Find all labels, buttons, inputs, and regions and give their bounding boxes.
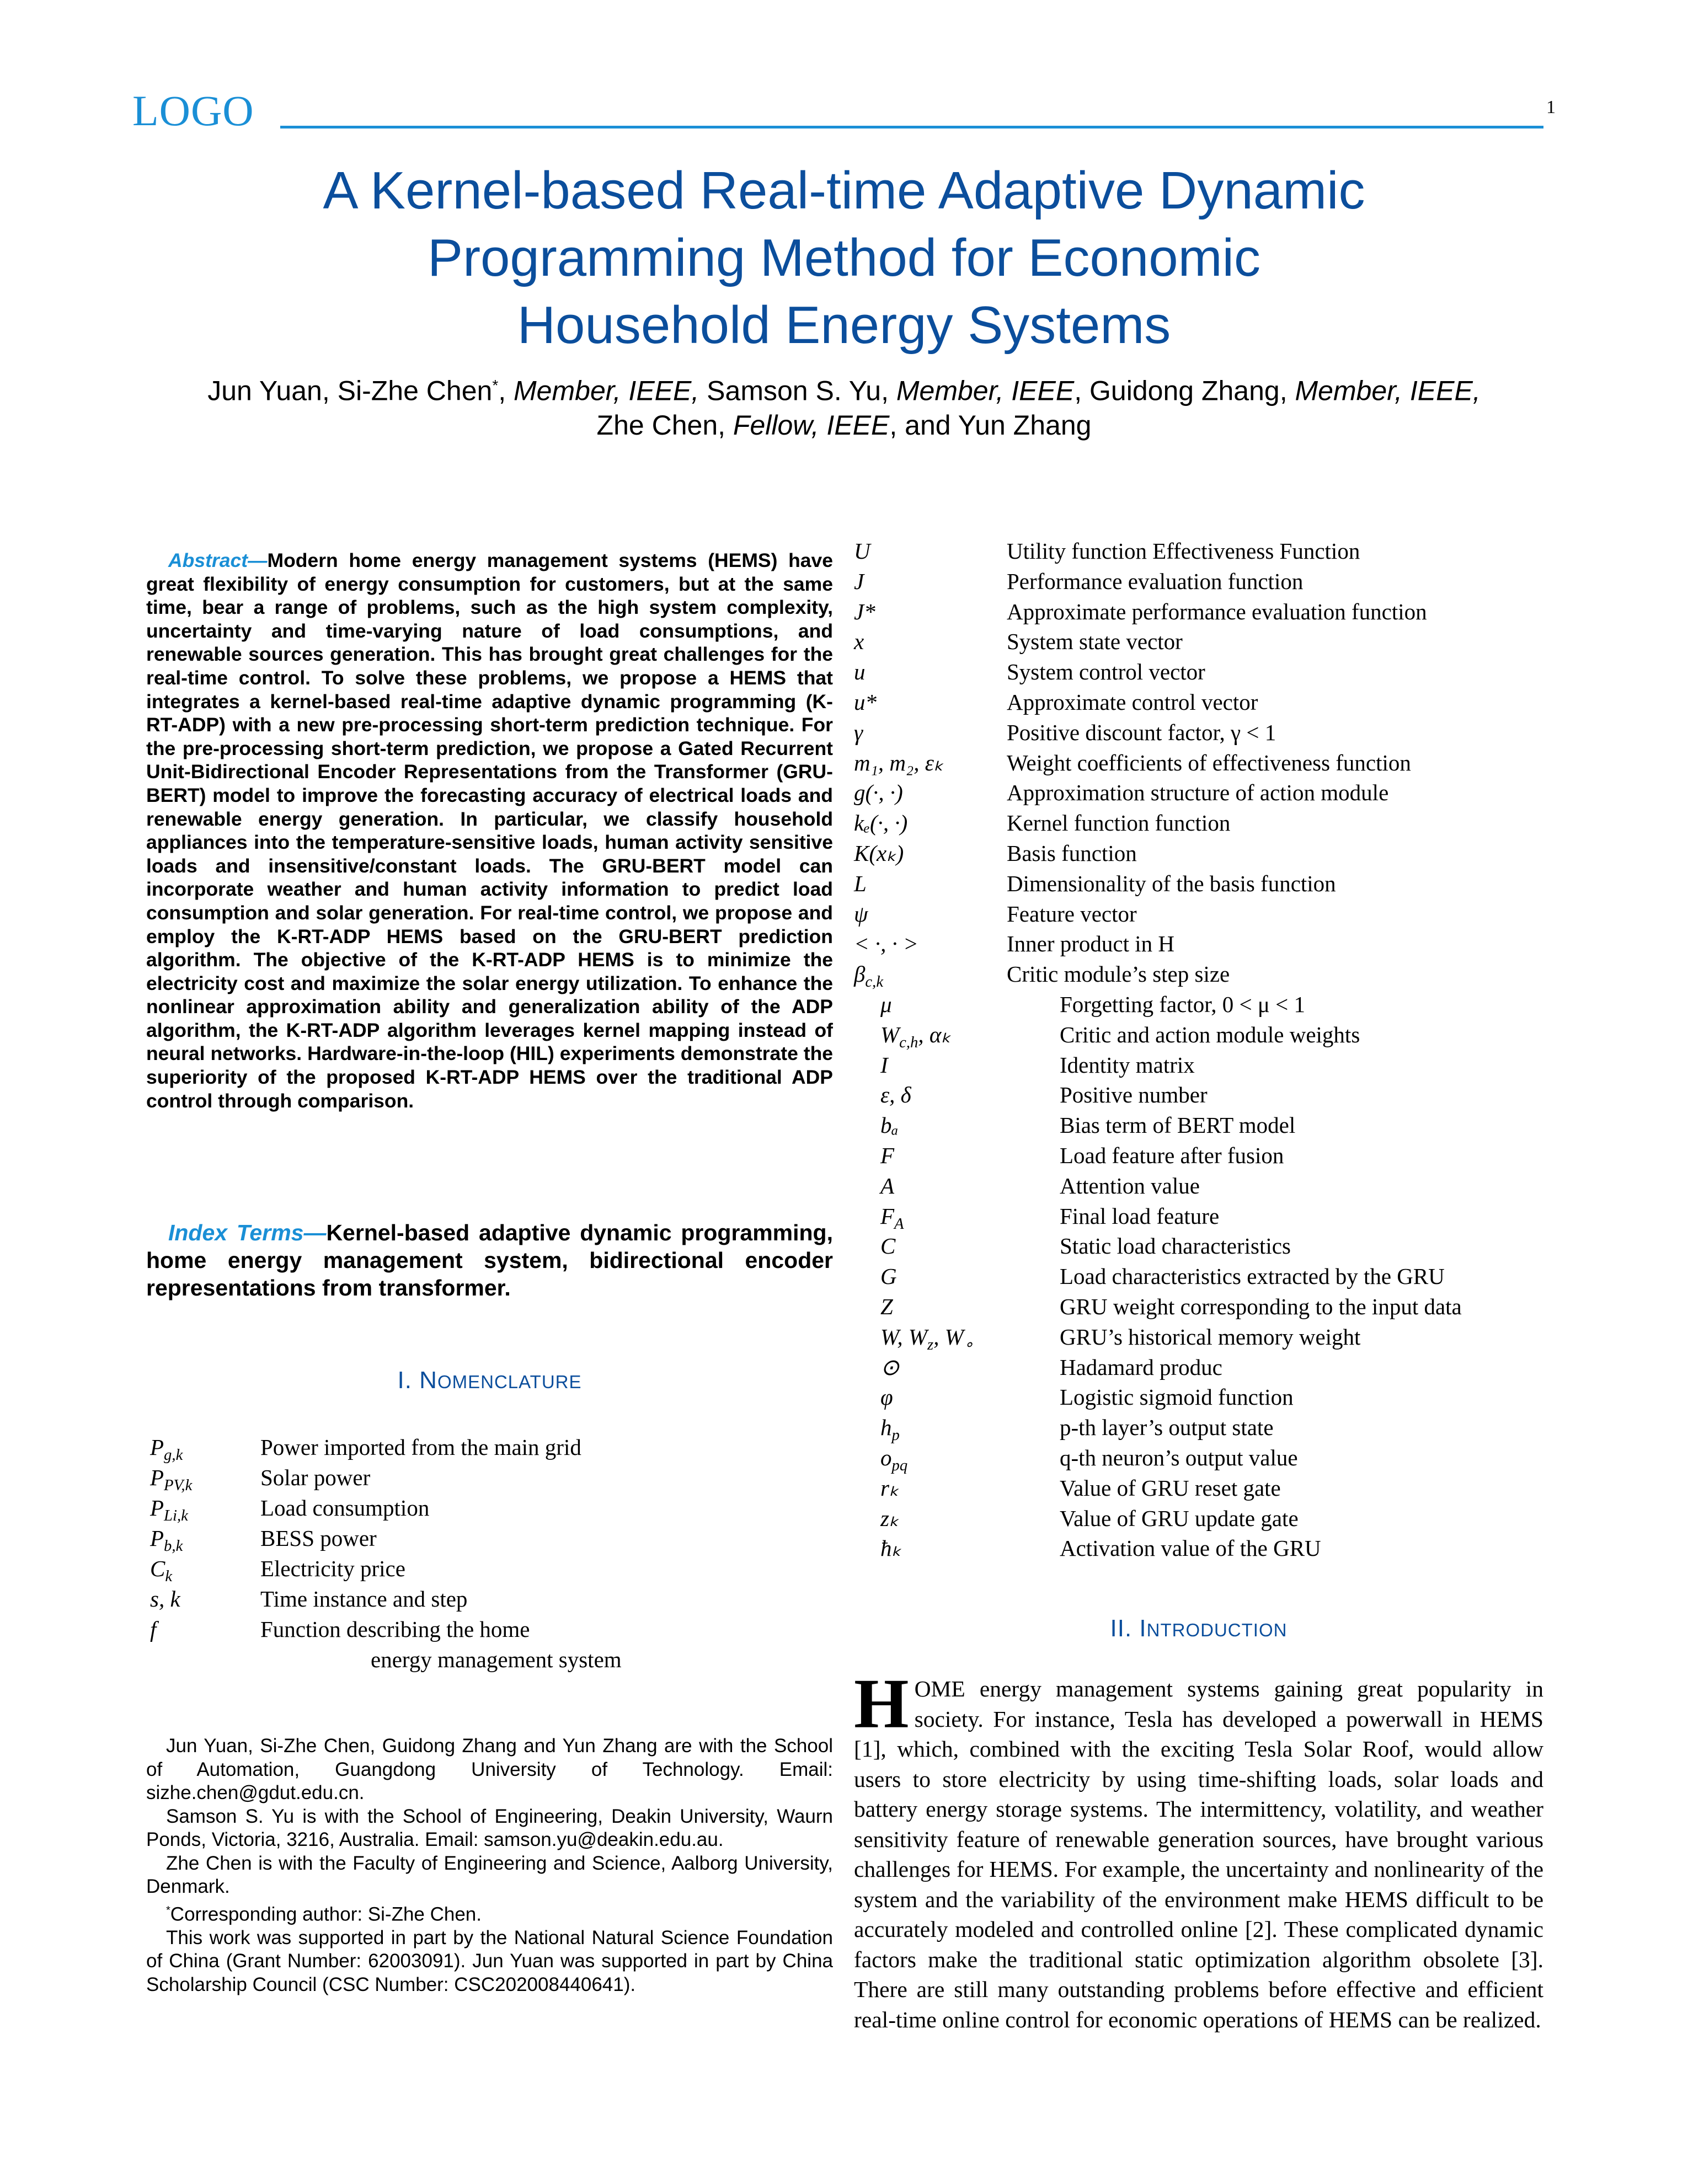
nomenclature-description: Time instance and step [260,1586,468,1612]
nomenclature-symbol: μ [880,991,892,1017]
nomenclature-symbol: K(xₖ) [854,840,904,866]
nomenclature-symbol: $\beta_{c,k}$ [854,961,884,991]
nomenclature-symbol: F [880,1142,895,1168]
nomenclature-row [854,870,1543,901]
nomenclature-symbol: u [854,659,866,685]
nomenclature-row [854,961,1543,991]
section-initial: I [1139,1615,1147,1642]
nomenclature-symbol: γ [854,719,863,745]
footnote-funding: This work was supported in part by the National Natural Science Foundation of China (Grant Number: 62003091). Jun Yuan was supported in part by China Scholarship Council (CSC Number: CSC202008440641). [146,1926,833,1995]
nomenclature-description: Identity matrix [1060,1052,1195,1078]
nomenclature-symbol: $W_{c,h}$, αₖ [880,1021,951,1051]
author-names-1: Jun Yuan, Si-Zhe Chen [207,375,493,406]
nomenclature-description: Basis function [1007,840,1137,866]
nomenclature-row [854,930,1543,961]
nomenclature-symbol: φ [880,1384,893,1410]
nomenclature-symbol: Z [880,1293,893,1319]
nomenclature-row [854,1082,1543,1112]
nomenclature-description: BESS power [260,1525,377,1551]
nomenclature-description: Approximate performance evaluation function [1007,598,1427,624]
nomenclature-symbol: ħₖ [880,1535,901,1561]
nomenclature-symbol: C [880,1233,896,1259]
section-rest: OMENCLATURE [437,1372,582,1392]
nomenclature-description: Final load feature [1060,1203,1220,1229]
nomenclature-description: Hadamard produc [1060,1354,1222,1380]
nomenclature-description: Load feature after fusion [1060,1142,1284,1168]
nomenclature-row [150,1434,834,1464]
nomenclature-row [854,1535,1543,1565]
nomenclature-symbol: s, k [150,1586,180,1612]
title-line-1: A Kernel-based Real-time Adaptive Dynamic [323,161,1365,220]
nomenclature-description: System control vector [1007,659,1205,685]
intro-text: energy management systems gaining great popularity in society. For instance, Tesla has developed a powerwall in HEMS [1], which, combined with the exciting Tesla Solar Roof, would allow users to store electricity by using time-shifting loads, solar loads and battery energy storage systems. The intermittency, volatility, and weather sensitivity feature of renewable generation sources, have brought various challenges for HEMS. For example, the uncertainty and nonlinearity of the system and the variability of the environment make HEMS difficult to be accurately modeled and controlled online [2]. These complicated dynamic factors make the traditional static optimization algorithm obsolete [3]. There are still many outstanding problems before effective and efficient real-time online control for economic operations of HEMS can be realized. [854,1676,1543,2032]
nomenclature-row [854,1505,1543,1535]
nomenclature-description: Attention value [1060,1173,1200,1198]
nomenclature-row [854,901,1543,931]
nomenclature-row [854,810,1543,840]
nomenclature-description: Load consumption [260,1495,430,1521]
nomenclature-description: Positive number [1060,1082,1208,1108]
nomenclature-symbol: $P_{b,k}$ [150,1525,183,1555]
nomenclature-symbol: $F_A$ [880,1203,904,1233]
drop-cap: H [854,1664,909,1743]
nomenclature-description: q-th neuron’s output value [1060,1444,1298,1470]
nomenclature-row [854,598,1543,629]
nomenclature-description: Function describing the home [260,1616,530,1642]
nomenclature-description: Power imported from the main grid [260,1434,581,1460]
nomenclature-row [150,1464,834,1495]
nomenclature-description: energy management system [371,1647,622,1672]
nomenclature-symbol: f [150,1616,157,1642]
nomenclature-row [854,568,1543,598]
nomenclature-description: Feature vector [1007,901,1137,927]
abstract-label: Abstract [168,549,248,571]
nomenclature-row [854,1293,1543,1324]
nomenclature-row [854,1142,1543,1173]
nomenclature-description: Weight coefficients of effectiveness function [1007,750,1411,775]
abstract-paragraph [146,549,833,1112]
nomenclature-symbol: rₖ [880,1475,899,1501]
author-sep: , [498,375,514,406]
nomenclature-row [854,1173,1543,1203]
nomenclature-symbol: J* [854,598,875,624]
nomenclature-symbol: G [880,1264,897,1289]
nomenclature-symbol: ⊙ [880,1354,900,1380]
index-terms [146,1219,833,1302]
page-header [132,87,1556,135]
author-line-2 [110,408,1578,442]
nomenclature-symbol: $o_{pq}$ [880,1444,908,1475]
nomenclature-symbol: $h_p$ [880,1415,900,1444]
journal-logo: LOGO [132,87,254,135]
footnote-affiliation-2: Samson S. Yu is with the School of Engineering, Deakin University, Waurn Ponds, Victoria, 3216, Australia. Email: samson.yu@deakin.edu.au. [146,1805,833,1850]
nomenclature-description: Electricity price [260,1556,405,1581]
section-numeral: II. [1110,1615,1140,1642]
nomenclature-row [854,1414,1543,1444]
nomenclature-row [854,719,1543,750]
nomenclature-symbol: $P_{PV,k}$ [150,1465,193,1495]
section-numeral: I. [397,1367,420,1394]
nomenclature-row [854,1384,1543,1414]
nomenclature-symbol: m₁, m₂, εₖ [854,750,944,775]
author-name: , and Yun Zhang [889,409,1092,441]
nomenclature-symbol: bₐ [880,1112,899,1138]
nomenclature-row [854,1324,1543,1354]
author-line-1 [110,368,1578,408]
intro-lead-word: OME [914,1676,965,1701]
nomenclature-row [150,1646,834,1677]
nomenclature-symbol: I [880,1052,888,1078]
nomenclature-description: Activation value of the GRU [1060,1535,1321,1561]
nomenclature-symbol: $P_{g,k}$ [150,1434,183,1464]
nomenclature-description: GRU’s historical memory weight [1060,1324,1361,1350]
page-number: 1 [1546,97,1556,117]
title-line-3: Household Energy Systems [517,296,1171,355]
nomenclature-symbol: $C_k$ [150,1556,173,1586]
index-terms-label: Index Terms [168,1220,304,1245]
paper-title [165,157,1523,359]
nomenclature-row [854,1112,1543,1142]
nomenclature-symbol: W, $W_z$, $W_\circ$ [880,1324,974,1353]
section-initial: N [419,1367,437,1394]
nomenclature-description: Dimensionality of the basis function [1007,870,1336,896]
nomenclature-description: p-th layer’s output state [1060,1415,1274,1441]
footnote-corresponding-text: Corresponding author: Si-Zhe Chen. [170,1903,482,1925]
nomenclature-row [854,1052,1543,1082]
author-list [110,368,1578,442]
nomenclature-row [150,1495,834,1525]
title-line-2: Programming Method for Economic [428,228,1260,287]
nomenclature-row [854,750,1543,780]
nomenclature-list-left [150,1434,834,1677]
nomenclature-description: Logistic sigmoid function [1060,1384,1294,1410]
nomenclature-row [854,689,1543,719]
nomenclature-row [854,991,1543,1021]
introduction-body [854,1664,1543,2035]
nomenclature-description: Load characteristics extracted by the GRU [1060,1264,1445,1289]
nomenclature-symbol: g(·, ·) [854,780,903,806]
nomenclature-row [854,1203,1543,1233]
author-name: Zhe Chen, [596,409,733,441]
author-affiliation-footnotes [146,1735,833,1996]
nomenclature-description: Critic and action module weights [1060,1021,1360,1047]
index-terms-paragraph [146,1219,833,1302]
nomenclature-symbol: $P_{Li,k}$ [150,1495,188,1525]
index-terms-dash: — [303,1220,327,1245]
footnote-mark: * [166,1904,170,1917]
nomenclature-symbol: zₖ [880,1505,899,1531]
nomenclature-description: Forgetting factor, 0 < μ < 1 [1060,991,1306,1017]
nomenclature-row [854,628,1543,659]
nomenclature-row [150,1525,834,1555]
nomenclature-row [854,538,1543,568]
abstract [146,549,833,1112]
footnote-affiliation-1: Jun Yuan, Si-Zhe Chen, Guidong Zhang and Yun Zhang are with the School of Automation, Guangdong University of Technology. Email: sizhe.chen@gdut.edu.cn. [146,1735,833,1803]
nomenclature-symbol: ε, δ [880,1082,911,1108]
nomenclature-row [854,1233,1543,1263]
nomenclature-description: Utility function Effectiveness Function [1007,538,1360,564]
nomenclature-description: Approximate control vector [1007,689,1258,715]
footnote-corresponding [146,1899,833,1926]
nomenclature-symbol: A [880,1173,895,1198]
nomenclature-row [854,840,1543,870]
introduction-paragraph [854,1664,1543,2035]
nomenclature-row [150,1616,834,1646]
author-membership: Member, IEEE, [1295,375,1481,406]
author-membership: Fellow, IEEE [733,409,890,441]
nomenclature-row [854,1354,1543,1384]
nomenclature-symbol: u* [854,689,877,715]
corresponding-mark: * [492,377,499,394]
nomenclature-row [854,1475,1543,1505]
nomenclature-symbol: U [854,538,870,564]
nomenclature-symbol: J [854,568,864,594]
section-rest: NTRODUCTION [1146,1620,1288,1640]
nomenclature-row [854,1444,1543,1475]
nomenclature-symbol: kₑ(·, ·) [854,810,908,836]
author-name: , Guidong Zhang, [1074,375,1295,406]
nomenclature-description: Critic module’s step size [1007,961,1230,987]
abstract-text: Modern home energy management systems (HEMS) have great flexibility of energy consumption for customers, but at the same time, bear a range of problems, such as the high system complexity, uncertainty and time-varying nature of load consumptions, and renewable sources generation. This has brought great challenges for the real-time control. To solve these problems, we propose a HEMS that integrates a kernel-based real-time adaptive dynamic programming (K-RT-ADP) with a new pre-processing short-term prediction technique. For the pre-processing short-term prediction, we propose a Gated Recurrent Unit-Bidirectional Encoder Representations from the Transformer (GRU-BERT) model to improve the forecasting accuracy of electrical loads and renewable energy generation. In particular, we classify household appliances into the temperature-sensitive loads, human activity sensitive loads and insensitive/constant loads. The GRU-BERT model can incorporate weather and human activity information to predict load consumption and solar generation. For real-time control, we propose and employ the K-RT-ADP HEMS based on the GRU-BERT prediction algorithm. The objective of the K-RT-ADP HEMS is to minimize the electricity cost and maximize the solar energy utilization. To enhance the nonlinear approximation ability and generalization ability of the ADP algorithm, the K-RT-ADP algorithm leverages kernel mapping instead of neural networks. Hardware-in-the-loop (HIL) experiments demonstrate the superiority of the proposed K-RT-ADP HEMS over the traditional ADP control through comparison. [146,549,833,1112]
nomenclature-row [854,1021,1543,1052]
author-membership: Member, IEEE [896,375,1075,406]
section-heading-introduction [854,1615,1543,1642]
nomenclature-list-right [854,538,1543,1565]
nomenclature-description: Value of GRU reset gate [1060,1475,1281,1501]
nomenclature-row [854,1263,1543,1293]
author-name: Samson S. Yu, [699,375,896,406]
section-heading-nomenclature [146,1367,833,1394]
nomenclature-description: Solar power [260,1465,371,1490]
nomenclature-symbol: ψ [854,901,868,927]
nomenclature-row [854,659,1543,689]
nomenclature-symbol: L [854,870,867,896]
index-terms-text: Kernel-based adaptive dynamic programming, home energy management system, bidirectional encoder representations from transformer. [146,1220,833,1300]
author-membership: Member, IEEE, [514,375,699,406]
nomenclature-description: Bias term of BERT model [1060,1112,1296,1138]
nomenclature-symbol: < ·, · > [854,931,918,957]
nomenclature-description: Approximation structure of action module [1007,780,1389,806]
nomenclature-row [150,1555,834,1586]
nomenclature-description: Value of GRU update gate [1060,1505,1299,1531]
header-rule [280,126,1543,129]
nomenclature-description: Performance evaluation function [1007,568,1304,594]
nomenclature-description: System state vector [1007,629,1183,655]
nomenclature-row [854,779,1543,810]
abstract-dash: — [248,549,268,571]
nomenclature-description: GRU weight corresponding to the input data [1060,1293,1462,1319]
footnote-affiliation-3: Zhe Chen is with the Faculty of Engineering and Science, Aalborg University, Denmark. [146,1852,833,1897]
nomenclature-description: Inner product in H [1007,931,1174,957]
nomenclature-description: Static load characteristics [1060,1233,1291,1259]
nomenclature-description: Positive discount factor, γ < 1 [1007,719,1276,745]
nomenclature-row [150,1586,834,1616]
nomenclature-description: Kernel function function [1007,810,1231,836]
nomenclature-symbol: x [854,629,864,655]
